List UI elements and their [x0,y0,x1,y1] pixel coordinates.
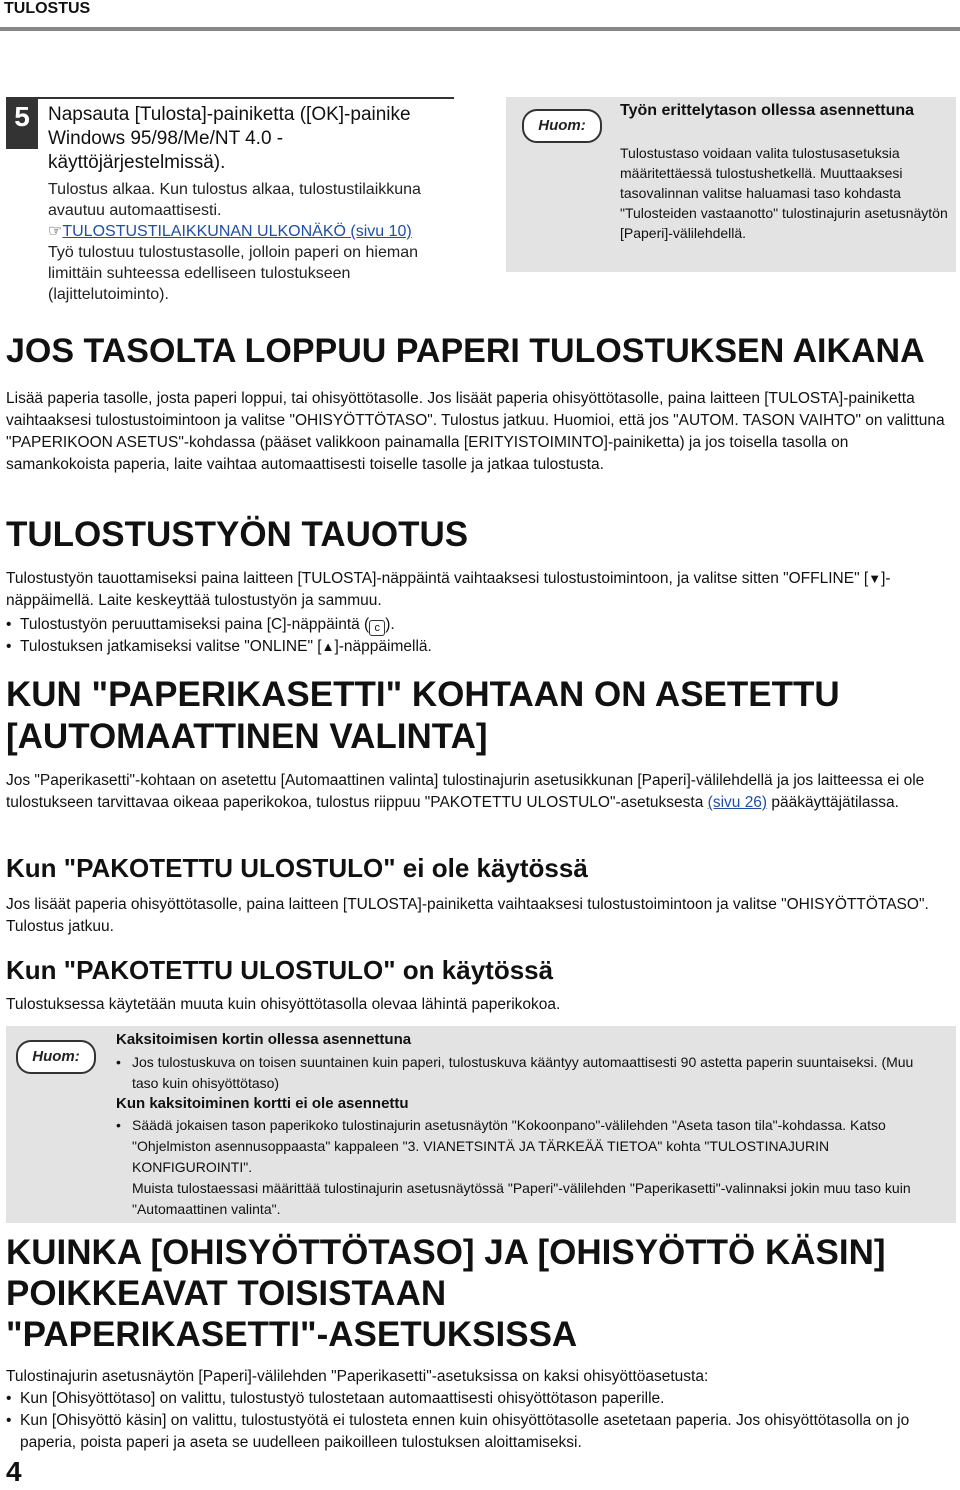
note-bullet-2: Säädä jokaisen tason paperikoko tulostinajurin asetusnäytön "Kokoonpano"-välilehden "Aseta tason tila"-kohdassa. Katso "Ohjelmiston asennusoppaasta" kappaleen "3. VIANETSINTÄ JA TÄRKEÄÄ TIETOA" kohta "TULOSTINAJURIN KONFIGUROINTI". [132,1117,886,1175]
header-title: TULOSTUS [4,0,91,17]
list-item [6,614,950,636]
section-cassette-body [6,770,950,814]
section-title-pause: TULOSTUSTYÖN TAUOTUS [6,515,469,554]
note-box-mid [6,1026,956,1223]
section-title-paper-out: JOS TASOLTA LOPPUU PAPERI TULOSTUKSEN AIKANA [6,332,925,370]
bullet-icon: • [116,1117,121,1133]
list-item [6,1388,950,1410]
section-paper-out-body: Lisää paperia tasolle, josta paperi loppui, tai ohisyöttötasolle. Jos lisäät paperia ohisyöttötasolle, paina laitteen [TULOSTA]-painiketta vaihtaaksesi tulostustoimintoon ja valitse "OHISYÖTTÖTASO". Tulostus jatkuu. Huomioi, että jos "AUTOM. TASON VAIHTO" on valittuna "PAPERIKOON ASETUS"-kohdassa (pääset valikkoon painamalla [ERITYISTOIMINTO]-painiketta) ja jos toisella tasolla on samankokoista paperia, laite vaihtaa automaattisesti toiselle tasolle ja jatkaa tulostusta. [6,390,945,473]
bullet-icon: • [116,1054,121,1070]
bullet-text: Tulostustyön peruuttamiseksi paina [C]-näppäintä ( [20,616,370,633]
bullet-text: Kun [Ohisyöttö käsin] on valittu, tulostustyötä ei tulosteta ennen kuin ohisyöttötasolle asetetaan paperia. Jos ohisyöttötasolla on jo paperia, poista paperi ja aseta se uudelleen paikoilleen tulostuksen aloittamiseksi. [20,1412,910,1451]
note-badge: Huom: [16,1040,96,1074]
bullet-text-end: ]-näppäimellä. [334,638,432,655]
list-item [6,636,950,658]
note-title-duplex-installed: Kaksitoimisen kortin ollessa asennettuna [116,1031,412,1048]
step-number: 5 [6,97,38,149]
note-bullet-2-extra: Muista tulostaessasi määrittää tulostinajurin asetusnäytössä "Paperi"-välilehden "Paperikasetti"-valinnaksi jokin muu taso kuin "Automaattinen valinta". [132,1180,911,1217]
section-pause-body [6,568,950,612]
pause-body-b: ]-näppäimellä. Laite keskeyttää tulostustyön ja sammuu. [6,570,891,609]
section-bypass-intro: Tulostinajurin asetusnäytön [Paperi]-välilehden "Paperikasetti"-asetuksissa on kaksi ohisyöttöasetusta: [6,1368,709,1385]
step-body-line2: Työ tulostuu tulostustasolle, jolloin paperi on hieman limittäin suhteessa edelliseen tulostukseen (lajittelutoiminto). [48,244,418,303]
cassette-body-b: pääkäyttäjätilassa. [767,794,899,811]
page-link[interactable]: (sivu 26) [707,794,768,811]
subsection-title-forced-off: Kun "PAKOTETTU ULOSTULO" ei ole käytössä [6,853,588,883]
bullet-text-end: ). [385,616,395,633]
section-title-cassette-line1: KUN "PAPERIKASETTI" KOHTAAN ON ASETETTU [6,675,840,714]
step-rule [38,97,454,99]
note-body: Tulostustaso voidaan valita tulostusasetuksia määritettäessä tulostushetkellä. Muuttaaksesi tasovalinnan valitse haluamasi taso kohdasta "Tulosteiden vastaanotto" tulostinajurin asetusnäytön [Paperi]-välilehdellä. [620,145,948,241]
subsection-forced-off-body: Jos lisäät paperia ohisyöttötasolle, paina laitteen [TULOSTA]-painiketta vaihtaaksesi tulostustoimintoon ja valitse "OHISYÖTTÖTASO". Tulostus jatkuu. [6,896,929,935]
up-arrow-icon: ▲ [321,639,335,654]
header-rule [0,27,960,31]
bullet-icon: • [6,638,12,655]
reference-icon: ☞ [48,223,63,240]
step-link[interactable] [48,221,448,242]
page-number: 4 [6,1456,22,1487]
note-box-top [506,97,956,272]
bullet-text: Kun [Ohisyöttötaso] on valittu, tulostustyö tulostetaan automaattisesti ohisyöttötason paperille. [20,1390,665,1407]
note-title: Työn erittelytason ollessa asennettuna [620,102,915,119]
step-link-text[interactable]: TULOSTUSTILAIKKUNAN ULKONÄKÖ (sivu 10) [62,223,412,240]
bullet-icon: • [6,1412,12,1429]
section-title-bypass-line3: "PAPERIKASETTI"-ASETUKSISSA [6,1315,578,1354]
note-bullet-1: Jos tulostuskuva on toisen suuntainen kuin paperi, tulostuskuva kääntyy automaattisesti 90 astetta paperin suuntaiseksi. (Muu taso kuin ohisyöttötaso) [132,1054,914,1091]
note-title-duplex-not-installed: Kun kaksitoiminen kortti ei ole asennettu [116,1095,409,1112]
step-body [48,179,448,305]
cassette-body-a: Jos "Paperikasetti"-kohtaan on asetettu [Automaattinen valinta] tulostinajurin asetusikkunan [Paperi]-välilehdellä ja jos laitteessa ei ole tulostukseen tarvittavaa oikeaa paperikokoa, tulostus riippuu "PAKOTETTU ULOSTULO"-asetuksesta [6,772,925,811]
section-title-cassette-line2: [AUTOMAATTINEN VALINTA] [6,717,488,756]
section-title-bypass-line2: POIKKEAVAT TOISISTAAN [6,1274,447,1313]
bullet-icon: • [6,1390,12,1407]
bullet-text: Tulostuksen jatkamiseksi valitse "ONLINE" [ [20,638,322,655]
down-arrow-icon: ▼ [868,571,882,586]
section-title-bypass-line1: KUINKA [OHISYÖTTÖTASO] JA [OHISYÖTTÖ KÄSIN] [6,1233,886,1272]
page-header [0,0,960,21]
c-key-icon: c [369,620,385,636]
step-heading: Napsauta [Tulosta]-painiketta ([OK]-painike Windows 95/98/Me/NT 4.0 -käyttöjärjestelmissä). [48,104,411,173]
bullet-icon: • [6,616,12,633]
subsection-title-forced-on: Kun "PAKOTETTU ULOSTULO" on käytössä [6,955,554,985]
pause-body-a: Tulostustyön tauottamiseksi paina laitteen [TULOSTA]-näppäintä vaihtaaksesi tulostustoimintoon, ja valitse sitten "OFFLINE" [ [6,570,869,587]
step-body-line1: Tulostus alkaa. Kun tulostus alkaa, tulostustilaikkuna avautuu automaattisesti. [48,181,421,219]
note-badge: Huom: [522,109,602,143]
subsection-forced-on-body: Tulostuksessa käytetään muuta kuin ohisyöttötasolla olevaa lähintä paperikokoa. [6,996,561,1013]
